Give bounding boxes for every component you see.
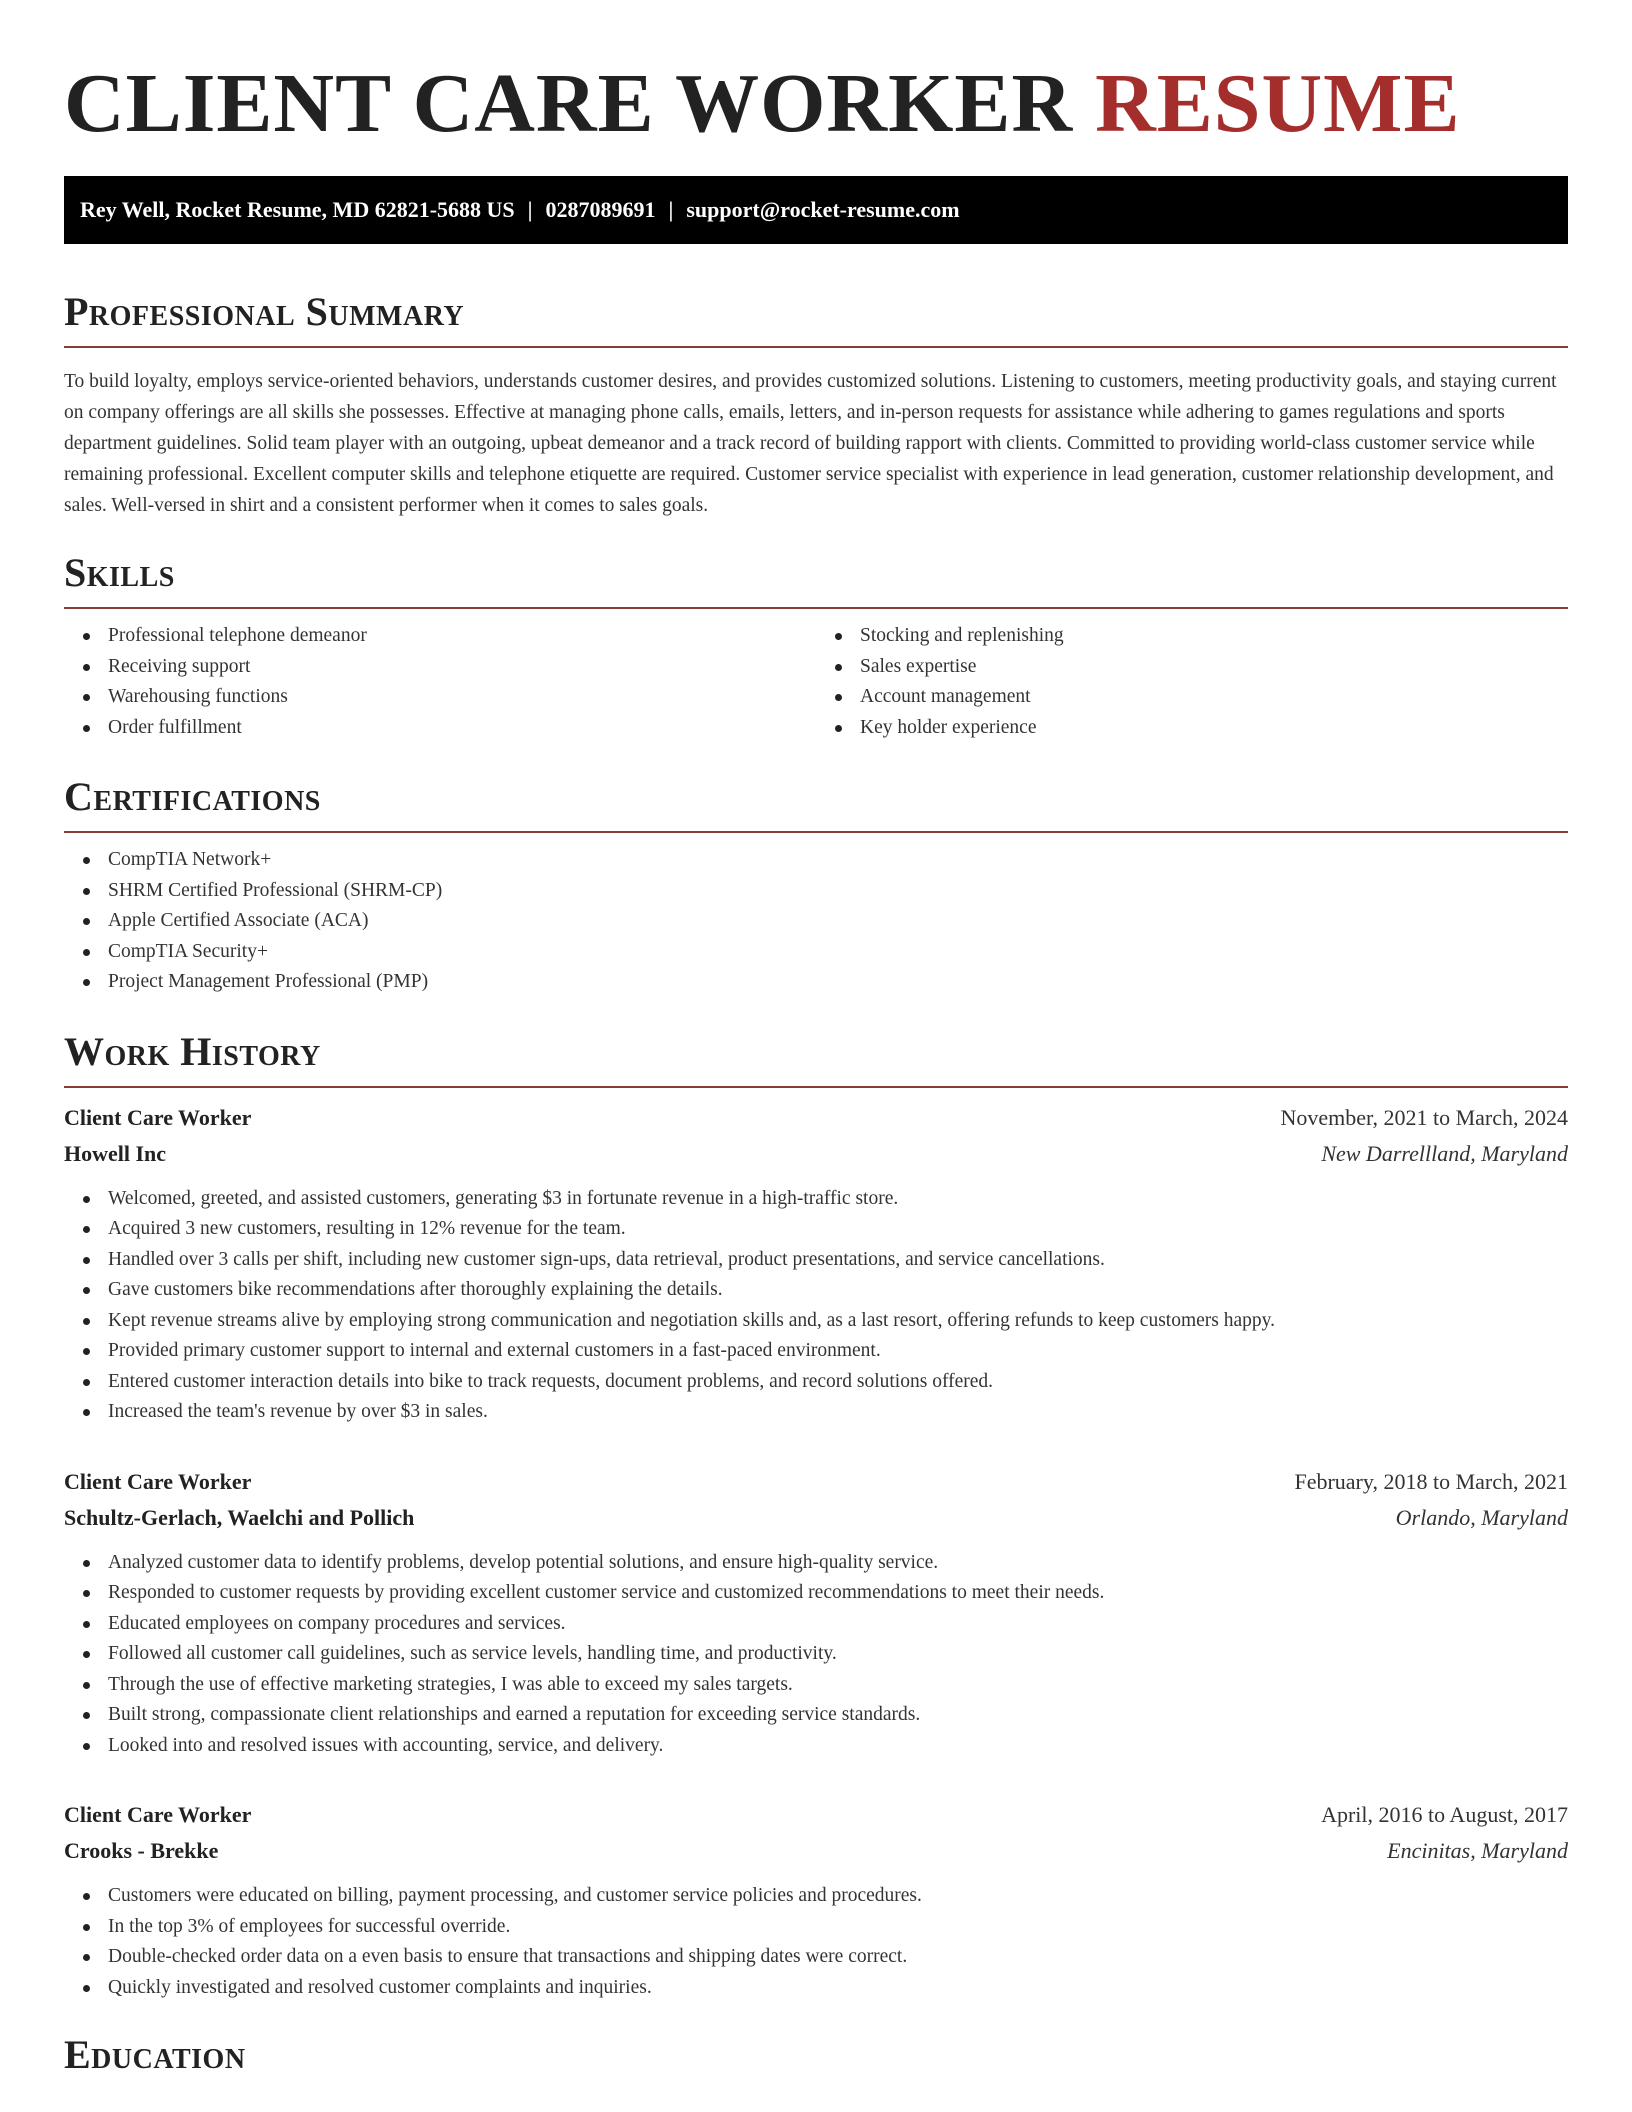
skill-item: Account management bbox=[860, 682, 1568, 713]
job-company: Crooks - Brekke bbox=[64, 1838, 219, 1863]
certification-item: CompTIA Network+ bbox=[108, 845, 1568, 876]
certification-item: Apple Certified Associate (ACA) bbox=[108, 906, 1568, 937]
job-duty-item: Analyzed customer data to identify problems, develop potential solutions, and ensure high-quality service. bbox=[108, 1548, 1568, 1579]
contact-phone: 0287089691 bbox=[545, 197, 656, 222]
skills-section bbox=[64, 549, 1568, 743]
contact-separator: | bbox=[527, 197, 533, 222]
section-divider bbox=[64, 831, 1568, 833]
skill-item: Key holder experience bbox=[860, 713, 1568, 744]
job-entry bbox=[64, 1100, 1568, 1428]
job-duties-list bbox=[64, 1881, 1568, 2003]
skill-item: Professional telephone demeanor bbox=[108, 621, 816, 652]
skills-grid bbox=[64, 609, 1568, 743]
skill-item: Warehousing functions bbox=[108, 682, 816, 713]
section-title-certifications: Certifications bbox=[64, 774, 321, 819]
job-entry bbox=[64, 1464, 1568, 1762]
job-dates: February, 2018 to March, 2021 bbox=[1294, 1468, 1568, 1494]
contact-bar bbox=[64, 176, 1568, 244]
job-duty-item: Handled over 3 calls per shift, including new customer sign-ups, data retrieval, product presentations, and service cancellations. bbox=[108, 1245, 1568, 1276]
job-duty-item: Through the use of effective marketing strategies, I was able to exceed my sales targets. bbox=[108, 1670, 1568, 1701]
job-duty-item: Educated employees on company procedures and services. bbox=[108, 1609, 1568, 1640]
skill-item: Receiving support bbox=[108, 652, 816, 683]
job-duty-item: Responded to customer requests by providing excellent customer service and customized recommendations to meet their needs. bbox=[108, 1578, 1568, 1609]
job-header-row bbox=[64, 1797, 1568, 1833]
job-duty-item: Looked into and resolved issues with accounting, service, and delivery. bbox=[108, 1731, 1568, 1762]
resume-title-accent: RESUME bbox=[1095, 57, 1461, 150]
job-duty-item: Followed all customer call guidelines, such as service levels, handling time, and productivity. bbox=[108, 1639, 1568, 1670]
job-duty-item: Quickly investigated and resolved customer complaints and inquiries. bbox=[108, 1973, 1568, 2004]
resume-title-main: CLIENT CARE WORKER bbox=[64, 57, 1074, 150]
job-location: Orlando, Maryland bbox=[1395, 1504, 1568, 1530]
summary-text: To build loyalty, employs service-oriented behaviors, understands customer desires, and provides customized solutions. Listening to customers, meeting productivity goals, and staying current on company offerings are all skills she possesses. Effective at managing phone calls, emails, letters, and in-person requests for assistance while adhering to games regulations and sports department guidelines. Solid team player with an outgoing, upbeat demeanor and a track record of building rapport with clients. Committed to providing world-class customer service while remaining professional. Excellent computer skills and telephone etiquette are required. Customer service specialist with experience in lead generation, customer relationship development, and sales. Well-versed in shirt and a consistent performer when it comes to sales goals. bbox=[64, 371, 1557, 516]
job-title: Client Care Worker bbox=[64, 1802, 252, 1827]
education-section bbox=[64, 2031, 1568, 2079]
job-duty-item: Customers were educated on billing, payment processing, and customer service policies and procedures. bbox=[108, 1881, 1568, 1912]
job-duty-item: Built strong, compassionate client relationships and earned a reputation for exceeding service standards. bbox=[108, 1700, 1568, 1731]
section-divider bbox=[64, 346, 1568, 348]
certifications-list bbox=[64, 845, 1568, 998]
certifications-section bbox=[64, 773, 1568, 998]
work-history-section bbox=[64, 1028, 1568, 2004]
job-location: New Darrellland, Maryland bbox=[1321, 1140, 1568, 1166]
contact-separator: | bbox=[668, 197, 674, 222]
section-title-summary: Professional Summary bbox=[64, 289, 465, 334]
job-duty-item: Gave customers bike recommendations after thoroughly explaining the details. bbox=[108, 1275, 1568, 1306]
resume-title bbox=[64, 0, 1568, 152]
job-duty-item: Double-checked order data on a even basis to ensure that transactions and shipping dates were correct. bbox=[108, 1942, 1568, 1973]
job-company: Schultz-Gerlach, Waelchi and Pollich bbox=[64, 1504, 415, 1530]
job-duties-list bbox=[64, 1184, 1568, 1428]
job-duty-item: In the top 3% of employees for successful override. bbox=[108, 1912, 1568, 1943]
job-duty-item: Acquired 3 new customers, resulting in 12% revenue for the team. bbox=[108, 1214, 1568, 1245]
contact-address: Rey Well, Rocket Resume, MD 62821-5688 US bbox=[80, 197, 515, 222]
skills-list-left bbox=[64, 621, 816, 743]
skill-item: Sales expertise bbox=[860, 652, 1568, 683]
section-title-skills: Skills bbox=[64, 550, 175, 595]
job-title: Client Care Worker bbox=[64, 1104, 252, 1130]
job-subheader-row bbox=[64, 1833, 1568, 1869]
certification-item: CompTIA Security+ bbox=[108, 937, 1568, 968]
job-header-row bbox=[64, 1464, 1568, 1500]
section-title-education: Education bbox=[64, 2032, 246, 2077]
job-duty-item: Entered customer interaction details into bike to track requests, document problems, and record solutions offered. bbox=[108, 1367, 1568, 1398]
job-duty-item: Kept revenue streams alive by employing strong communication and negotiation skills and, as a last resort, offering refunds to keep customers happy. bbox=[108, 1306, 1568, 1337]
job-location: Encinitas, Maryland bbox=[1387, 1838, 1568, 1863]
job-dates: April, 2016 to August, 2017 bbox=[1321, 1802, 1568, 1827]
job-subheader-row bbox=[64, 1500, 1568, 1536]
job-duty-item: Increased the team's revenue by over $3 in sales. bbox=[108, 1397, 1568, 1428]
job-title: Client Care Worker bbox=[64, 1468, 252, 1494]
job-duty-item: Welcomed, greeted, and assisted customers, generating $3 in fortunate revenue in a high-traffic store. bbox=[108, 1184, 1568, 1215]
job-dates: November, 2021 to March, 2024 bbox=[1280, 1104, 1568, 1130]
skill-item: Stocking and replenishing bbox=[860, 621, 1568, 652]
job-duties-list bbox=[64, 1548, 1568, 1762]
job-subheader-row bbox=[64, 1136, 1568, 1172]
section-divider bbox=[64, 1086, 1568, 1088]
job-header-row bbox=[64, 1100, 1568, 1136]
job-duty-item: Provided primary customer support to internal and external customers in a fast-paced environment. bbox=[108, 1336, 1568, 1367]
job-company: Howell Inc bbox=[64, 1140, 167, 1166]
certification-item: Project Management Professional (PMP) bbox=[108, 967, 1568, 998]
contact-email[interactable]: support@rocket-resume.com bbox=[686, 197, 960, 222]
section-title-work-history: Work History bbox=[64, 1028, 321, 1074]
skills-list-right bbox=[816, 621, 1568, 743]
job-entry bbox=[64, 1797, 1568, 2003]
certification-item: SHRM Certified Professional (SHRM-CP) bbox=[108, 876, 1568, 907]
summary-section bbox=[64, 288, 1568, 521]
skill-item: Order fulfillment bbox=[108, 713, 816, 744]
